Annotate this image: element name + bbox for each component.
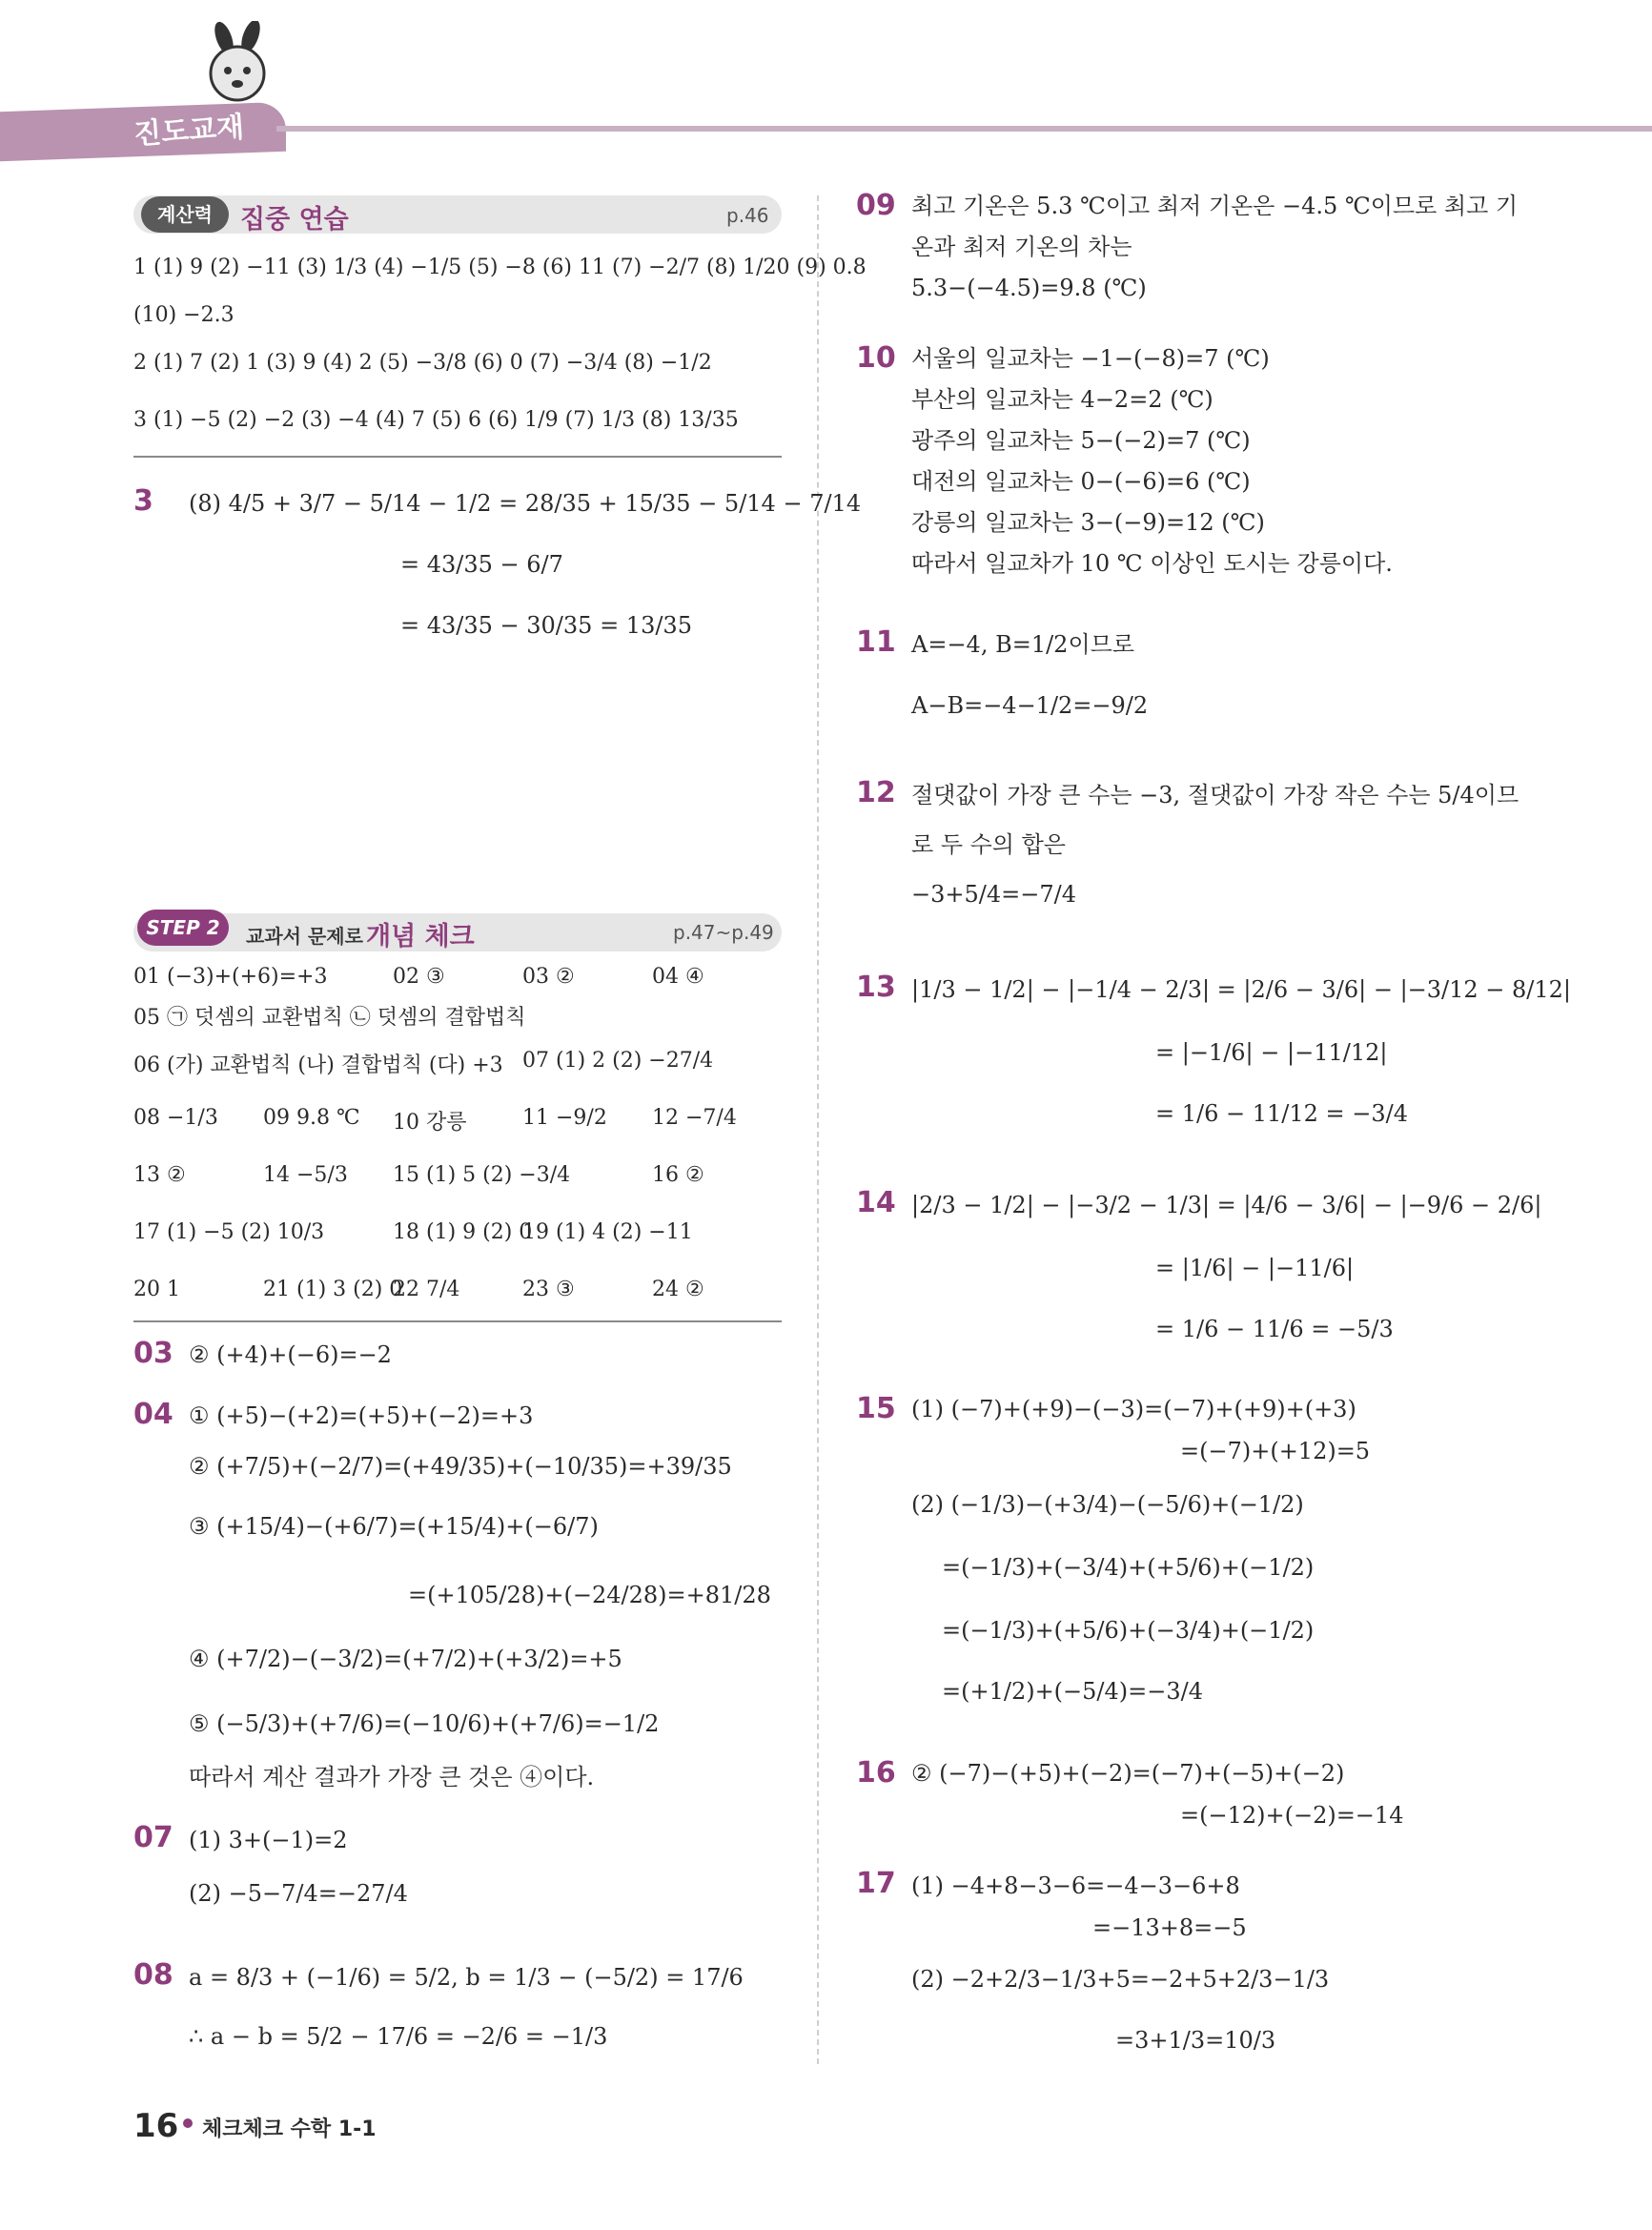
solution-line: (2) (−1/3)−(+3/4)−(−5/6)+(−1/2) xyxy=(911,1491,1304,1518)
solution-line: a = 8/3 + (−1/6) = 5/2, b = 1/3 − (−5/2) = 17/6 xyxy=(189,1964,744,1991)
solution-line: (1) −4+8−3−6=−4−3−6+8 xyxy=(911,1872,1240,1899)
solution-number: 09 xyxy=(856,189,896,222)
answer-item: 03 ② xyxy=(522,965,575,989)
section-title: 개념 체크 xyxy=(366,922,475,951)
solution-line: = 43/35 − 6/7 xyxy=(400,551,563,578)
answer-item: 07 (1) 2 (2) −27/4 xyxy=(522,1049,714,1073)
solution-line: 5.3−(−4.5)=9.8 (℃) xyxy=(911,275,1147,301)
answer-item: 13 ② xyxy=(133,1163,186,1187)
solution-line: |1/3 − 1/2| − |−1/4 − 2/3| = |2/6 − 3/6| − |−3/12 − 8/12| xyxy=(911,976,1572,1003)
solution-line: (2) −5−7/4=−27/4 xyxy=(189,1880,408,1907)
solution-line: ② (+7/5)+(−2/7)=(+49/35)+(−10/35)=+39/35 xyxy=(189,1453,732,1480)
answer-item: 09 9.8 ℃ xyxy=(263,1106,360,1130)
section-page-ref: p.47~p.49 xyxy=(673,921,774,944)
solution-line: =(−7)+(+12)=5 xyxy=(1180,1438,1371,1464)
solution-line: =−13+8=−5 xyxy=(1092,1914,1247,1941)
answer-item: 05 ㉠ 덧셈의 교환법칙 ㉡ 덧셈의 결합법칙 xyxy=(133,1006,526,1030)
solution-line: 최고 기온은 5.3 ℃이고 최저 기온은 −4.5 ℃이므로 최고 기 xyxy=(911,193,1519,219)
solution-number: 3 xyxy=(133,484,153,518)
solution-line: (1) 3+(−1)=2 xyxy=(189,1827,348,1853)
footer-bullet-icon xyxy=(183,2118,193,2128)
section-title-prefix: 교과서 문제로 xyxy=(246,925,363,948)
solution-line: =(−1/3)+(+5/6)+(−3/4)+(−1/2) xyxy=(942,1617,1315,1644)
solution-line: 부산의 일교차는 4−2=2 (℃) xyxy=(911,386,1214,413)
step2-badge: STEP 2 xyxy=(137,910,229,946)
solution-number: 08 xyxy=(133,1958,173,1992)
solution-line: ② (−7)−(+5)+(−2)=(−7)+(−5)+(−2) xyxy=(911,1760,1345,1787)
solution-line: 온과 최저 기온의 차는 xyxy=(911,234,1132,260)
solution-line: ∴ a − b = 5/2 − 17/6 = −2/6 = −1/3 xyxy=(189,2023,608,2050)
answer-item: 08 −1/3 xyxy=(133,1106,218,1130)
solution-line: (8) 4/5 + 3/7 − 5/14 − 1/2 = 28/35 + 15/35 − 5/14 − 7/14 xyxy=(189,490,862,517)
solution-number: 03 xyxy=(133,1337,173,1370)
solution-line: 대전의 일교차는 0−(−6)=6 (℃) xyxy=(911,468,1251,495)
section-bar-practice xyxy=(133,195,782,234)
answer-item: 01 (−3)+(+6)=+3 xyxy=(133,965,328,989)
solution-line: 강릉의 일교차는 3−(−9)=12 (℃) xyxy=(911,509,1265,536)
section-title: 집중 연습 xyxy=(240,205,349,235)
solution-line: 절댓값이 가장 큰 수는 −3, 절댓값이 가장 작은 수는 5/4이므 xyxy=(911,782,1519,808)
solution-line: = |−1/6| − |−11/12| xyxy=(1155,1039,1388,1066)
solution-line: = |1/6| − |−11/6| xyxy=(1155,1255,1355,1281)
solution-line: 따라서 일교차가 10 ℃ 이상인 도시는 강릉이다. xyxy=(911,550,1393,577)
answer-item: 04 ④ xyxy=(652,965,704,989)
answer-item: 14 −5/3 xyxy=(263,1163,348,1187)
solution-line: 광주의 일교차는 5−(−2)=7 (℃) xyxy=(911,427,1251,454)
solution-number: 12 xyxy=(856,776,896,809)
answer-item: 15 (1) 5 (2) −3/4 xyxy=(393,1163,571,1187)
solution-line: =(+1/2)+(−5/4)=−3/4 xyxy=(942,1678,1203,1705)
solution-line: = 1/6 − 11/12 = −3/4 xyxy=(1155,1100,1408,1127)
solution-line: = 43/35 − 30/35 = 13/35 xyxy=(400,612,692,639)
solution-number: 10 xyxy=(856,341,896,375)
solution-line: = 1/6 − 11/6 = −5/3 xyxy=(1155,1316,1394,1342)
section-badge: 계산력 xyxy=(141,196,229,233)
solution-line: (2) −2+2/3−1/3+5=−2+5+2/3−1/3 xyxy=(911,1966,1330,1993)
section-page-ref: p.46 xyxy=(726,204,769,227)
answer-item: 22 7/4 xyxy=(393,1278,460,1301)
answer-line: 1 (1) 9 (2) −11 (3) 1/3 (4) −1/5 (5) −8 (6) 11 (7) −2/7 (8) 1/20 (9) 0.8 xyxy=(133,256,867,279)
answer-line: (10) −2.3 xyxy=(133,303,235,327)
solution-line: −3+5/4=−7/4 xyxy=(911,881,1076,908)
header-rule xyxy=(276,126,1652,132)
answer-item: 24 ② xyxy=(652,1278,704,1301)
solution-number: 07 xyxy=(133,1821,173,1854)
solution-number: 16 xyxy=(856,1756,896,1790)
answer-line: 3 (1) −5 (2) −2 (3) −4 (4) 7 (5) 6 (6) 1/9 (7) 1/3 (8) 13/35 xyxy=(133,408,739,432)
solution-line: 로 두 수의 합은 xyxy=(911,831,1066,858)
answer-item: 17 (1) −5 (2) 10/3 xyxy=(133,1220,325,1244)
answer-item: 11 −9/2 xyxy=(522,1106,607,1130)
book-title: 체크체크 수학 1-1 xyxy=(202,2117,377,2141)
answer-item: 21 (1) 3 (2) 0 xyxy=(263,1278,403,1301)
header-title: 진도교재 xyxy=(133,110,246,152)
solution-line: |2/3 − 1/2| − |−3/2 − 1/3| = |4/6 − 3/6| − |−9/6 − 2/6| xyxy=(911,1192,1542,1218)
solution-number: 15 xyxy=(856,1392,896,1425)
solution-line: 따라서 계산 결과가 가장 큰 것은 ④이다. xyxy=(189,1764,595,1790)
answer-item: 23 ③ xyxy=(522,1278,575,1301)
answer-item: 10 강릉 xyxy=(393,1111,467,1135)
rabbit-mascot-icon xyxy=(195,21,281,107)
solution-number: 13 xyxy=(856,971,896,1004)
solution-number: 04 xyxy=(133,1398,173,1431)
divider xyxy=(133,456,782,458)
solution-line: =(−1/3)+(−3/4)+(+5/6)+(−1/2) xyxy=(942,1554,1315,1581)
answer-item: 06 (가) 교환법칙 (나) 결합법칙 (다) +3 xyxy=(133,1054,503,1077)
solution-line: ③ (+15/4)−(+6/7)=(+15/4)+(−6/7) xyxy=(189,1513,599,1540)
solution-line: =(+105/28)+(−24/28)=+81/28 xyxy=(408,1582,771,1608)
solution-line: (1) (−7)+(+9)−(−3)=(−7)+(+9)+(+3) xyxy=(911,1396,1356,1422)
answer-item: 16 ② xyxy=(652,1163,704,1187)
page-number: 16 xyxy=(133,2107,179,2145)
solution-line: =3+1/3=10/3 xyxy=(1115,2027,1276,2054)
solution-line: =(−12)+(−2)=−14 xyxy=(1180,1802,1404,1829)
answer-line: 2 (1) 7 (2) 1 (3) 9 (4) 2 (5) −3/8 (6) 0 (7) −3/4 (8) −1/2 xyxy=(133,351,712,375)
divider xyxy=(133,1320,782,1322)
solution-number: 11 xyxy=(856,625,896,659)
answer-item: 18 (1) 9 (2) 0 xyxy=(393,1220,533,1244)
solution-line: ② (+4)+(−6)=−2 xyxy=(189,1341,392,1368)
solution-line: ⑤ (−5/3)+(+7/6)=(−10/6)+(+7/6)=−1/2 xyxy=(189,1710,660,1737)
answer-item: 20 1 xyxy=(133,1278,180,1301)
solution-line: A−B=−4−1/2=−9/2 xyxy=(911,692,1149,719)
solution-line: ④ (+7/2)−(−3/2)=(+7/2)+(+3/2)=+5 xyxy=(189,1646,622,1672)
solution-line: A=−4, B=1/2이므로 xyxy=(911,631,1135,658)
answer-item: 12 −7/4 xyxy=(652,1106,737,1130)
answer-item: 02 ③ xyxy=(393,965,445,989)
solution-number: 14 xyxy=(856,1186,896,1219)
solution-number: 17 xyxy=(856,1867,896,1900)
solution-line: 서울의 일교차는 −1−(−8)=7 (℃) xyxy=(911,345,1270,372)
answer-item: 19 (1) 4 (2) −11 xyxy=(522,1220,693,1244)
column-separator xyxy=(817,195,819,2064)
solution-line: ① (+5)−(+2)=(+5)+(−2)=+3 xyxy=(189,1402,534,1429)
